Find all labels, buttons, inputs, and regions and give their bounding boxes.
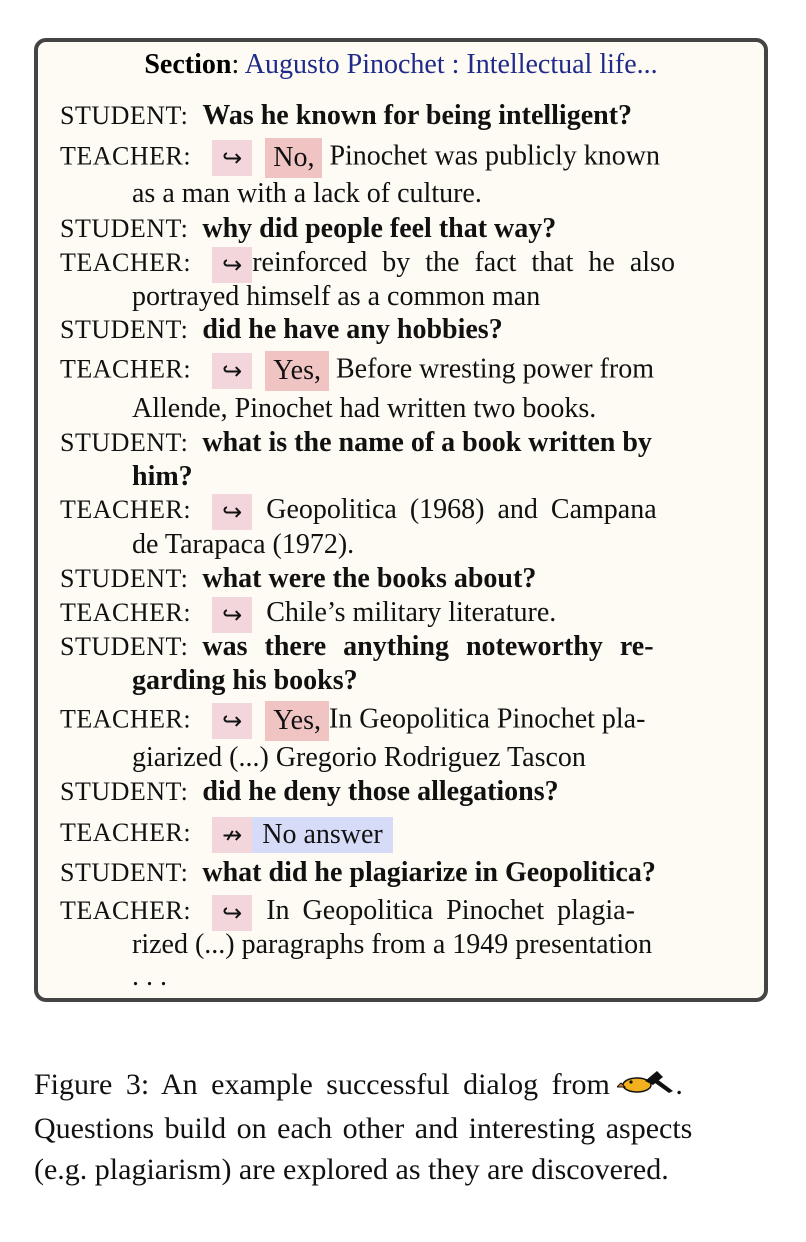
teacher-speaker: TEACHER:: [60, 354, 192, 384]
section-header: [38, 48, 764, 82]
teacher-speaker: TEACHER:: [60, 495, 192, 524]
student-question-cont: him?: [132, 461, 193, 492]
teacher-answer: In Geopolitica Pinochet pla-: [328, 703, 646, 735]
student-turn: [60, 562, 536, 596]
student-speaker: STUDENT:: [60, 214, 189, 243]
student-turn: [60, 313, 503, 347]
teacher-speaker: TEACHER:: [60, 818, 192, 847]
teacher-answer-cont: de Tarapaca (1972).: [132, 529, 355, 560]
teacher-answer: Geopolitica (1968) and Campana: [266, 494, 657, 525]
teacher-answer: In Geopolitica Pinochet plagia-: [266, 895, 635, 926]
student-turn: [60, 426, 652, 460]
teacher-answer-cont: Allende, Pinochet had written two books.: [132, 393, 597, 424]
teacher-turn: [60, 596, 556, 633]
student-question: did he deny those allegations?: [202, 776, 559, 807]
section-title: Augusto Pinochet : Intellectual life...: [244, 49, 658, 80]
teacher-turn: [60, 701, 645, 741]
teacher-speaker: TEACHER:: [60, 704, 192, 734]
yesno-answer: Yes,: [265, 351, 329, 391]
student-speaker: STUDENT:: [60, 564, 189, 593]
student-turn: [60, 630, 654, 664]
section-colon: :: [231, 49, 240, 80]
maybe-continue-arrow-icon: ↪: [212, 895, 252, 931]
yesno-answer: Yes,: [265, 701, 329, 741]
teacher-turn: [60, 894, 635, 931]
teacher-answer-cont: as a man with a lack of culture.: [132, 178, 482, 209]
caption-line-3: (e.g. plagiarism) are explored as they are discovered.: [34, 1152, 669, 1186]
student-question-cont: garding his books?: [132, 665, 358, 696]
student-turn: [60, 212, 556, 246]
student-speaker: STUDENT:: [60, 777, 189, 806]
student-speaker: STUDENT:: [60, 428, 189, 457]
student-question: what were the books about?: [202, 563, 537, 594]
teacher-answer: Pinochet was publicly known: [329, 140, 660, 172]
teacher-answer-cont: rized (...) paragraphs from a 1949 presentation: [132, 929, 653, 960]
student-turn: [60, 856, 656, 890]
caption-line-2: Questions build on each other and interesting aspects: [34, 1111, 693, 1145]
teacher-turn: [60, 493, 657, 530]
continue-arrow-icon: ↪: [212, 140, 252, 176]
teacher-turn: [60, 351, 654, 391]
teacher-turn: [60, 816, 393, 853]
student-question: what is the name of a book written by: [202, 427, 652, 458]
teacher-turn: [60, 138, 660, 178]
student-question: what did he plagiarize in Geopolitica?: [202, 857, 656, 888]
student-question: did he have any hobbies?: [202, 314, 503, 345]
section-label: Section: [144, 49, 232, 80]
continue-arrow-icon: ↪: [212, 247, 252, 283]
continue-arrow-icon: ↪: [212, 597, 252, 633]
teacher-answer: Chile’s military literature.: [266, 597, 557, 628]
teacher-turn: [60, 246, 675, 283]
teacher-speaker: TEACHER:: [60, 141, 192, 171]
student-question: Was he known for being intelligent?: [202, 100, 633, 131]
figure-caption: [34, 1064, 774, 1190]
student-speaker: STUDENT:: [60, 858, 189, 887]
student-speaker: STUDENT:: [60, 315, 189, 344]
student-speaker: STUDENT:: [60, 101, 189, 130]
teacher-answer: reinforced by the fact that he also: [252, 247, 675, 278]
caption-period: .: [675, 1068, 683, 1101]
duck-logo-icon: [617, 1067, 675, 1108]
yesno-answer: No,: [265, 138, 322, 178]
teacher-speaker: TEACHER:: [60, 598, 192, 627]
caption-line-1: [34, 1064, 774, 1108]
teacher-answer-cont: giarized (...) Gregorio Rodriguez Tascon: [132, 742, 586, 773]
continue-arrow-icon: ↪: [212, 353, 252, 389]
dialog-box: [34, 38, 768, 1002]
teacher-answer-cont: portrayed himself as a common man: [132, 281, 541, 312]
no-continue-arrow-icon: ↛: [212, 817, 252, 853]
no-answer-label: No answer: [252, 817, 393, 853]
caption-text: Figure 3: An example successful dialog from: [34, 1068, 610, 1101]
student-turn: [60, 775, 559, 809]
ellipsis: . . .: [132, 961, 167, 992]
student-speaker: STUDENT:: [60, 632, 189, 661]
student-turn: [60, 99, 632, 133]
teacher-speaker: TEACHER:: [60, 896, 192, 925]
student-question: was there anything noteworthy re-: [202, 631, 654, 662]
continue-arrow-icon: ↪: [212, 703, 252, 739]
teacher-answer: Before wresting power from: [335, 353, 654, 385]
continue-arrow-icon: ↪: [212, 494, 252, 530]
student-question: why did people feel that way?: [202, 213, 557, 244]
teacher-speaker: TEACHER:: [60, 248, 192, 277]
